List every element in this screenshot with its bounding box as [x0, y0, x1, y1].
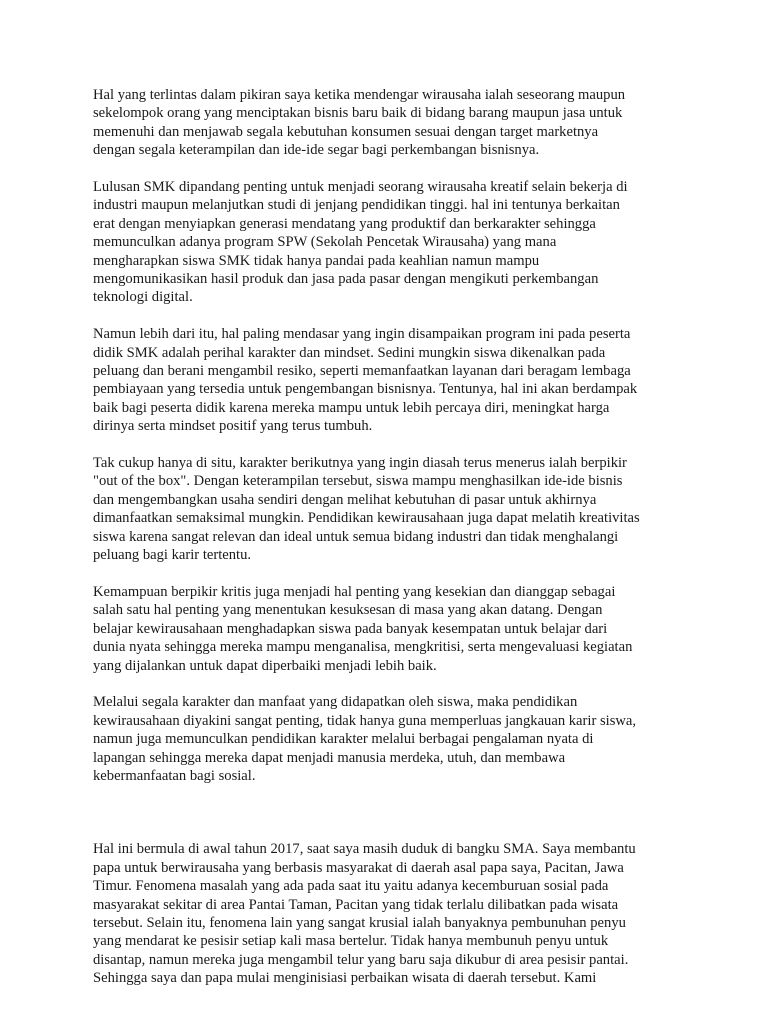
text-line: dengan segala keterampilan dan ide-ide segar bagi perkembangan bisnisnya.: [93, 142, 540, 159]
text-line: masyarakat sekitar di area Pantai Taman, Pacitan yang tidak terlalu dilibatkan pada wisata: [93, 896, 619, 913]
paragraph-2: [93, 178, 683, 307]
text-line: papa untuk berwirausaha yang berbasis masyarakat di daerah asal papa saya, Pacitan, Jawa: [93, 859, 624, 876]
text-line: peluang dan berani mengambil resiko, seperti memanfaatkan layanan dari beragam lembaga: [93, 363, 631, 380]
text-line: "out of the box". Dengan keterampilan tersebut, siswa mampu menghasilkan ide-ide bisnis: [93, 473, 623, 490]
text-line: belajar kewirausahaan menghadapkan siswa pada banyak kesempatan untuk belajar dari: [93, 620, 608, 637]
text-line: dan mengembangkan usaha sendiri dengan melihat kebutuhan di pasar untuk akhirnya: [93, 491, 597, 508]
text-line: peluang bagi karir tertentu.: [93, 547, 252, 564]
paragraph-7: [93, 840, 683, 987]
text-line: Tak cukup hanya di situ, karakter berikutnya yang ingin diasah terus menerus ialah berpikir: [93, 455, 627, 472]
text-line: lapangan sehingga mereka dapat menjadi manusia merdeka, utuh, dan membawa: [93, 749, 566, 766]
text-line: Lulusan SMK dipandang penting untuk menjadi seorang wirausaha kreatif selain bekerja di: [93, 179, 628, 196]
text-line: didik SMK adalah perihal karakter dan mindset. Sedini mungkin siswa dikenalkan pada: [93, 344, 606, 361]
text-line: Namun lebih dari itu, hal paling mendasar yang ingin disampaikan program ini pada peserta: [93, 326, 631, 343]
paragraph-1: [93, 86, 683, 160]
paragraph-6: [93, 693, 683, 785]
text-line: disantap, namun mereka juga mengambil telur yang baru saja dikubur di area pesisir pantai.: [93, 951, 629, 968]
text-line: namun juga memunculkan pendidikan karakter melalui berbagai pengalaman nyata di: [93, 731, 594, 748]
text-line: dimanfaatkan semaksimal mungkin. Pendidikan kewirausahaan juga dapat melatih kreativitas: [93, 510, 640, 527]
text-line: erat dengan menyiapkan generasi mendatang yang produktif dan berkarakter sehingga: [93, 215, 596, 232]
text-line: pembiayaan yang tersedia untuk pengembangan bisnisnya. Tentunya, hal ini akan berdampak: [93, 381, 638, 398]
text-line: Kemampuan berpikir kritis juga menjadi hal penting yang kesekian dan dianggap sebagai: [93, 583, 616, 600]
text-line: tersebut. Selain itu, fenomena lain yang sangat krusial ialah banyaknya pembunuhan penyu: [93, 914, 626, 931]
text-line: Hal ini bermula di awal tahun 2017, saat saya masih duduk di bangku SMA. Saya membantu: [93, 841, 636, 858]
paragraph-4: [93, 454, 683, 564]
paragraph-3: [93, 325, 683, 435]
text-line: memunculkan adanya program SPW (Sekolah Pencetak Wirausaha) yang mana: [93, 234, 557, 251]
text-line: mengharapkan siswa SMK tidak hanya pandai pada keahlian namun mampu: [93, 252, 540, 269]
text-line: Hal yang terlintas dalam pikiran saya ketika mendengar wirausaha ialah seseorang maupun: [93, 87, 626, 103]
text-line: memenuhi dan menjawab segala kebutuhan konsumen sesuai dengan target marketnya: [93, 123, 599, 140]
text-line: dirinya serta mindset positif yang terus tumbuh.: [93, 418, 373, 435]
text-line: yang mendarat ke pesisir setiap kali masa bertelur. Tidak hanya membunuh penyu untuk: [93, 933, 609, 950]
text-line: industri maupun melanjutkan studi di jenjang pendidikan tinggi. hal ini tentunya berkaitan: [93, 197, 620, 214]
document-body: [93, 86, 683, 1006]
text-line: salah satu hal penting yang menentukan kesuksesan di masa yang akan datang. Dengan: [93, 602, 603, 619]
text-line: sekelompok orang yang menciptakan bisnis baru baik di bidang barang maupun jasa untuk: [93, 105, 623, 122]
text-line: siswa karena sangat relevan dan ideal untuk semua bidang industri dan tidak menghalangi: [93, 528, 619, 545]
text-line: baik bagi peserta didik karena mereka mampu untuk lebih percaya diri, meningkat harga: [93, 399, 610, 416]
text-line: kewirausahaan diyakini sangat penting, tidak hanya guna memperluas jangkauan karir siswa,: [93, 712, 637, 729]
text-line: Sehingga saya dan papa mulai menginisiasi perbaikan wisata di daerah tersebut. Kami: [93, 970, 597, 987]
text-line: yang dijalankan untuk dapat diperbaiki menjadi lebih baik.: [93, 657, 437, 674]
text-line: Timur. Fenomena masalah yang ada pada saat itu yaitu adanya kecemburuan sosial pada: [93, 878, 609, 895]
text-line: mengomunikasikan hasil produk dan jasa pada pasar dengan mengikuti perkembangan: [93, 271, 599, 288]
paragraph-5: [93, 583, 683, 675]
text-line: kebermanfaatan bagi sosial.: [93, 767, 256, 784]
text-line: teknologi digital.: [93, 289, 193, 306]
text-line: Melalui segala karakter dan manfaat yang didapatkan oleh siswa, maka pendidikan: [93, 694, 578, 711]
text-line: dunia nyata sehingga mereka mampu menganalisa, mengkritisi, serta mengevaluasi kegiatan: [93, 639, 633, 656]
